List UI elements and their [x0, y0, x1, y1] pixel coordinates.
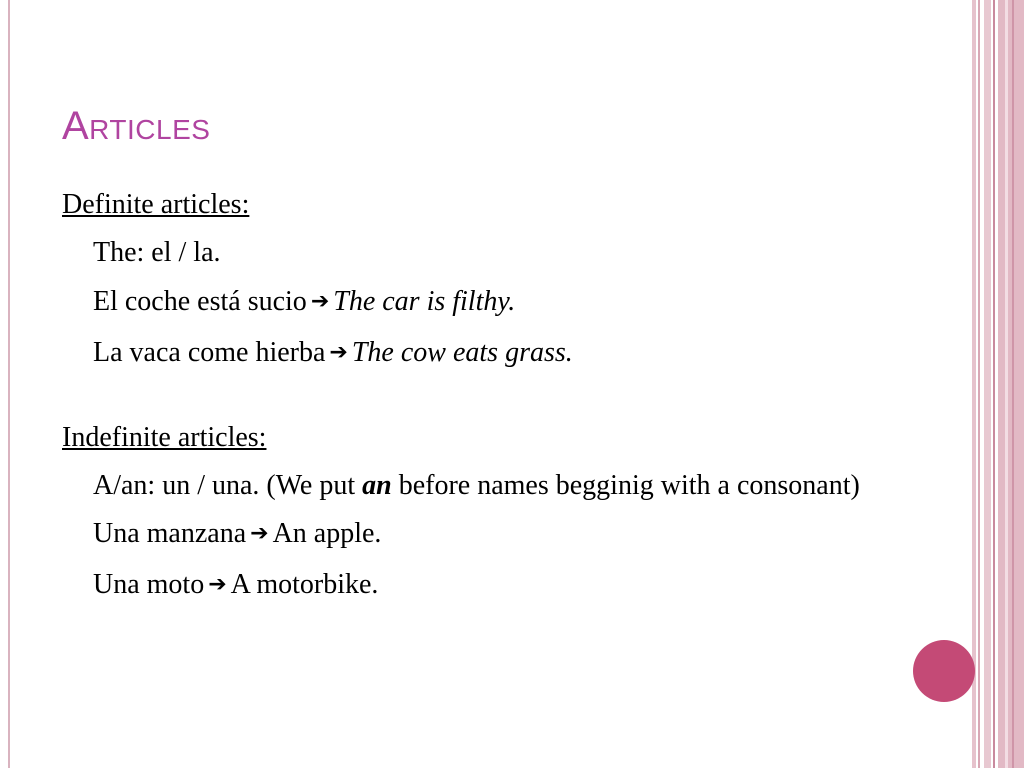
indefinite-example-1	[62, 517, 902, 553]
definite-heading: Definite articles:	[62, 189, 250, 220]
band-stripe	[1012, 0, 1014, 768]
english-translation: The cow eats grass.	[351, 337, 573, 368]
band-stripe	[972, 0, 976, 768]
definite-example-1	[62, 285, 902, 321]
band-stripe	[984, 0, 991, 768]
spacer	[62, 387, 902, 421]
english-translation: A motorbike.	[230, 569, 379, 600]
spanish-text: El coche está sucio	[93, 286, 307, 317]
rule-text-end: before names begginig with a consonant)	[398, 470, 860, 501]
band-stripe	[1005, 0, 1008, 768]
indefinite-example-2	[62, 568, 902, 604]
band-stripe	[993, 0, 995, 768]
band-stripe	[998, 0, 1024, 768]
definite-rule: The: el / la.	[93, 237, 221, 268]
english-translation: An apple.	[272, 518, 382, 549]
right-arrow-icon: ➔	[310, 289, 330, 314]
spanish-text: Una moto	[93, 569, 205, 600]
right-arrow-icon: ➔	[329, 340, 348, 365]
decorative-side-band	[972, 0, 1024, 768]
slide-body	[62, 188, 902, 619]
indefinite-heading: Indefinite articles:	[62, 422, 267, 453]
band-stripe	[978, 0, 980, 768]
slide-title: Articles	[62, 104, 211, 148]
decorative-circle	[913, 640, 975, 702]
spanish-text: Una manzana	[93, 518, 247, 549]
right-arrow-icon: ➔	[250, 521, 269, 546]
left-border-line	[8, 0, 10, 768]
rule-text-start: A/an: un / una. (We put	[93, 470, 356, 501]
right-arrow-icon: ➔	[208, 572, 227, 597]
english-translation: The car is filthy.	[333, 286, 516, 317]
spanish-text: La vaca come hierba	[93, 337, 326, 368]
emphasis-an: an	[362, 470, 392, 501]
indefinite-rule	[62, 469, 902, 503]
definite-example-2	[62, 336, 902, 372]
